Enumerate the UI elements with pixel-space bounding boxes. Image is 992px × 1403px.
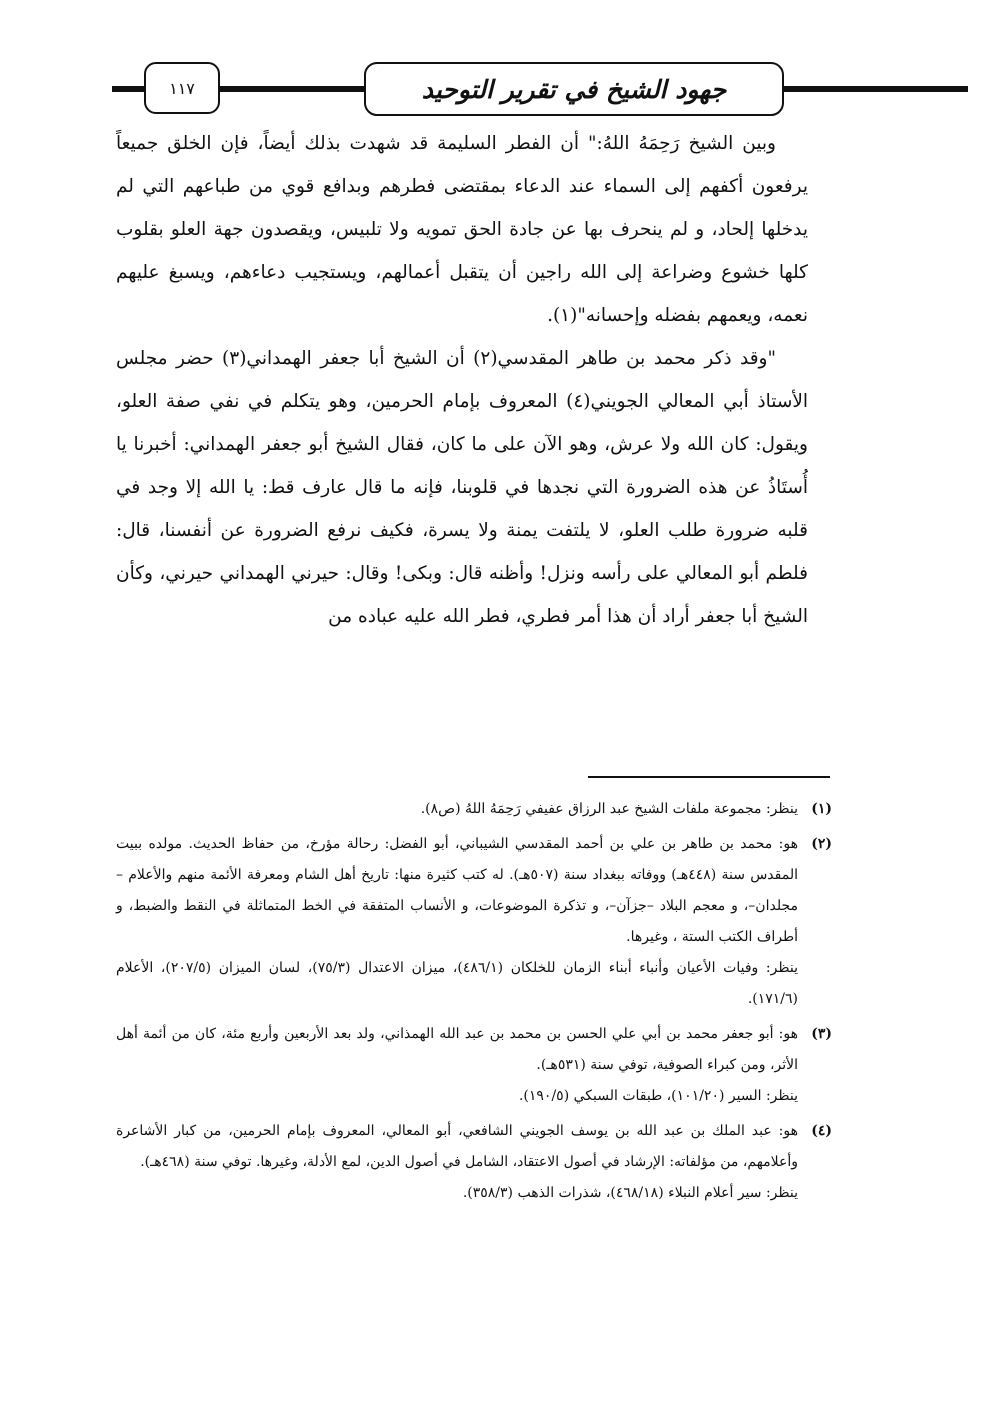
footnote-text: هو: أبو جعفر محمد بن أبي علي الحسن بن محمد بن عبد الله الهمذاني، ولد بعد الأربعين وأربع مئة، كان من أئمة أهل الأثر، ومن كبراء الصوفية، توفي سنة (٥٣١هـ). [116,1026,798,1073]
footnote-number: (٣) [811,1026,832,1042]
footnote-reference: ينظر: وفيات الأعيان وأنباء أبناء الزمان للخلكان (٤٨٦/١)، ميزان الاعتدال (٧٥/٣)، لسان الميزان (٢٠٧/٥)، الأعلام (١٧١/٦). [116,960,798,1007]
footnote [116,829,832,1015]
footnote-text: ينظر: مجموعة ملفات الشيخ عبد الرزاق عفيفي رَحِمَهُ اللهُ (ص٨). [420,801,798,817]
running-title: جهود الشيخ في تقرير التوحيد [364,62,784,116]
footnote-reference: ينظر: سير أعلام النبلاء (٤٦٨/١٨)، شذرات الذهب (٣٥٨/٣). [462,1185,798,1201]
paragraph: "وقد ذكر محمد بن طاهر المقدسي(٢) أن الشيخ أبا جعفر الهمداني(٣) حضر مجلس الأستاذ أبي المعالي الجويني(٤) المعروف بإمام الحرمين، وهو يتكلم في نفي صفة العلو، ويقول: كان الله ولا عرش، وهو الآن على ما كان، فقال الشيخ أبو جعفر الهمداني: أخبرنا يا أُستَاذُ عن هذه الضرورة التي نجدها في قلوبنا، فإنه ما قال عارف قط: يا الله إلا وجد في قلبه ضرورة طلب العلو، لا يلتفت يمنة ولا يسرة، فكيف نرفع الضرورة عن أنفسنا، قال: فلطم أبو المعالي على رأسه ونزل! وأظنه قال: وبكى! وقال: حيرني الهمداني حيرني، وكأن الشيخ أبا جعفر أراد أن هذا أمر فطري، فطر الله عليه عباده من [116,348,809,627]
footnote-separator [588,776,830,778]
footnote-reference: ينظر: السير (١٠١/٢٠)، طبقات السبكي (١٩٠/٥). [518,1088,798,1104]
footnote-number: (٤) [811,1123,832,1139]
paragraph: وبين الشيخ رَحِمَهُ اللهُ:" أن الفطر السليمة قد شهدت بذلك أيضاً، فإن الخلق جميعاً يرفعون أكفهم إلى السماء عند الدعاء بمقتضى فطرهم وبدافع قوي من طباعهم التي لم يدخلها إلحاد، و لم ينحرف بها عن جادة الحق تمويه ولا تلبيس، ويقصدون جهة العلو بقلوب كلها خشوع وضراعة إلى الله راجين أن يتقبل أعمالهم، ويستجيب دعاءهم، ويسبغ عليهم نعمه، ويعمهم بفضله وإحسانه"(١). [116,133,808,326]
footnote-number: (٢) [811,836,832,852]
footnote-text: هو: عبد الملك بن عبد الله بن يوسف الجويني الشافعي، أبو المعالي، المعروف بإمام الحرمين، من كبار الأشاعرة وأعلامهم، من مؤلفاته: الإرشاد في أصول الاعتقاد، الشامل في أصول الدين، لمع الأدلة، وغيرها. توفي سنة (٤٦٨هـ). [116,1123,798,1170]
footnote-text: هو: محمد بن طاهر بن علي بن أحمد المقدسي الشيباني، أبو الفضل: رحالة مؤرخ، من حفاظ الحديث. مولده ببيت المقدس سنة (٤٤٨هـ) ووفاته ببغداد سنة (٥٠٧هـ). له كتب كثيرة منها: تاريخ أهل الشام ومعرفة الأئمة منهم والأعلام –مجلدان–، و معجم البلاد –جزآن–، و تذكرة الموضوعات، و الأنساب المتفقة في الخط المتماثلة في النقط والضبط، و أطراف الكتب الستة ، وغيرها. [116,836,798,945]
footnote [116,1019,832,1112]
main-text [116,122,808,638]
footnote [116,1116,832,1209]
footnote [116,794,832,825]
footnotes [116,794,832,1213]
footnote-number: (١) [811,801,832,817]
page-number: ١١٧ [144,62,220,114]
